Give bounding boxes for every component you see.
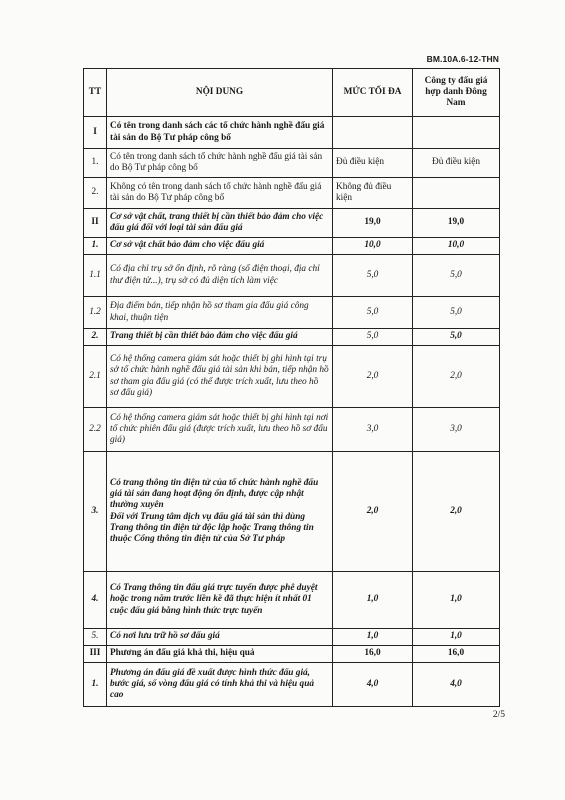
row-content (107, 452, 333, 572)
row-content: Có nơi lưu trữ hồ sơ đấu giá (107, 629, 333, 646)
row-tt: 4. (84, 572, 107, 629)
row-score: 4,0 (413, 663, 500, 707)
row-content: Phương án đấu giá khả thi, hiệu quả (107, 646, 333, 663)
row-tt: 1. (84, 149, 107, 178)
row-score (413, 117, 500, 149)
row-tt: 1. (84, 238, 107, 255)
row-tt: 2.2 (84, 408, 107, 452)
header-max: MỨC TỐI ĐA (333, 69, 413, 117)
row-score: 10,0 (413, 238, 500, 255)
table-row (84, 297, 500, 329)
row-content: Có hệ thống camera giám sát hoặc thiết bị ghi hình tại nơi tổ chức phiên đấu giá (được trích xuất, lưu theo hồ sơ đấu giá) (107, 408, 333, 452)
row-tt: 1. (84, 663, 107, 707)
row-score: Đủ điều kiện (413, 149, 500, 178)
row-content: Cơ sở vật chất bảo đảm cho việc đấu giá (107, 238, 333, 255)
row-content-note: Đối với Trung tâm dịch vụ đấu giá tài sản thì dùng Trang thông tin điện tử độc lập hoặc Trang thông tin thuộc Cổng thông tin điện tử của Sở Tư pháp (110, 511, 314, 545)
table-row (84, 346, 500, 408)
row-max: 4,0 (333, 663, 413, 707)
row-max: 2,0 (333, 452, 413, 572)
row-tt: 2.1 (84, 346, 107, 408)
row-score: 5,0 (413, 255, 500, 297)
row-tt: 1.2 (84, 297, 107, 329)
table-row (84, 255, 500, 297)
table-row (84, 117, 500, 149)
table-row (84, 646, 500, 663)
table-row (84, 629, 500, 646)
row-max: 5,0 (333, 297, 413, 329)
row-content: Địa điểm bán, tiếp nhận hồ sơ tham gia đấu giá công khai, thuận tiện (107, 297, 333, 329)
row-content: Có hệ thống camera giám sát hoặc thiết bị ghi hình tại trụ sở tổ chức hành nghề đấu giá tài sản khi bán, tiếp nhận hồ sơ tham gia đấu giá (có thể được trích xuất, lưu theo hồ sơ đấu giá) (107, 346, 333, 408)
row-content: Có địa chỉ trụ sở ổn định, rõ ràng (số điện thoại, địa chỉ thư điện tử...), trụ sở có đủ diện tích làm việc (107, 255, 333, 297)
table-header-row (84, 69, 500, 117)
row-max: 5,0 (333, 329, 413, 346)
row-content: Cơ sở vật chất, trang thiết bị cần thiết bảo đảm cho việc đấu giá đối với loại tài sản đấu giá (107, 209, 333, 238)
row-score: 1,0 (413, 572, 500, 629)
table-row (84, 238, 500, 255)
page-number: 2/5 (492, 710, 505, 720)
header-company: Công ty đấu giá hợp danh Đông Nam (413, 69, 500, 117)
row-tt: III (84, 646, 107, 663)
table-row (84, 178, 500, 209)
row-max: Không đủ điều kiện (333, 178, 413, 209)
row-tt: I (84, 117, 107, 149)
table-row (84, 209, 500, 238)
row-content: Phương án đấu giá đề xuất được hình thức đấu giá, bước giá, số vòng đấu giá có tính khả thi và hiệu quả cao (107, 663, 333, 707)
row-max: Đủ điều kiện (333, 149, 413, 178)
row-content: Trang thiết bị cần thiết bảo đảm cho việc đấu giá (107, 329, 333, 346)
row-score: 3,0 (413, 408, 500, 452)
table-row (84, 149, 500, 178)
row-max: 5,0 (333, 255, 413, 297)
row-score: 16,0 (413, 646, 500, 663)
criteria-table (83, 68, 500, 707)
table-row (84, 663, 500, 707)
row-content: Không có tên trong danh sách tổ chức hành nghề đấu giá tài sản do Bộ Tư pháp công bố (107, 178, 333, 209)
row-max: 3,0 (333, 408, 413, 452)
document-code: BM.10A.6-12-THN (426, 54, 499, 64)
row-max: 19,0 (333, 209, 413, 238)
row-max: 1,0 (333, 572, 413, 629)
row-max: 10,0 (333, 238, 413, 255)
row-score: 19,0 (413, 209, 500, 238)
row-score: 1,0 (413, 629, 500, 646)
header-tt: TT (84, 69, 107, 117)
row-content-main: Có trang thông tin điện tử của tổ chức hành nghề đấu giá tài sản đang hoạt động ổn định, được cập nhật thường xuyên (110, 477, 319, 511)
table-row (84, 329, 500, 346)
row-content: Có tên trong danh sách tổ chức hành nghề đấu giá tài sản do Bộ Tư pháp công bố (107, 149, 333, 178)
row-tt: 5. (84, 629, 107, 646)
row-content: Có Trang thông tin đấu giá trực tuyến được phê duyệt hoặc trong năm trước liền kề đã thực hiện ít nhất 01 cuộc đấu giá bằng hình thức trực tuyến (107, 572, 333, 629)
row-max: 2,0 (333, 346, 413, 408)
row-max: 1,0 (333, 629, 413, 646)
row-content: Có tên trong danh sách các tổ chức hành nghề đấu giá tài sản do Bộ Tư pháp công bố (107, 117, 333, 149)
row-tt: II (84, 209, 107, 238)
row-tt: 3. (84, 452, 107, 572)
row-score: 2,0 (413, 452, 500, 572)
row-max: 16,0 (333, 646, 413, 663)
header-content: NỘI DUNG (107, 69, 333, 117)
table-row (84, 572, 500, 629)
table-row (84, 452, 500, 572)
row-max (333, 117, 413, 149)
row-tt: 1.1 (84, 255, 107, 297)
row-tt: 2. (84, 329, 107, 346)
row-score: 2,0 (413, 346, 500, 408)
table-row (84, 408, 500, 452)
row-score (413, 178, 500, 209)
row-score: 5,0 (413, 329, 500, 346)
row-score: 5,0 (413, 297, 500, 329)
row-tt: 2. (84, 178, 107, 209)
